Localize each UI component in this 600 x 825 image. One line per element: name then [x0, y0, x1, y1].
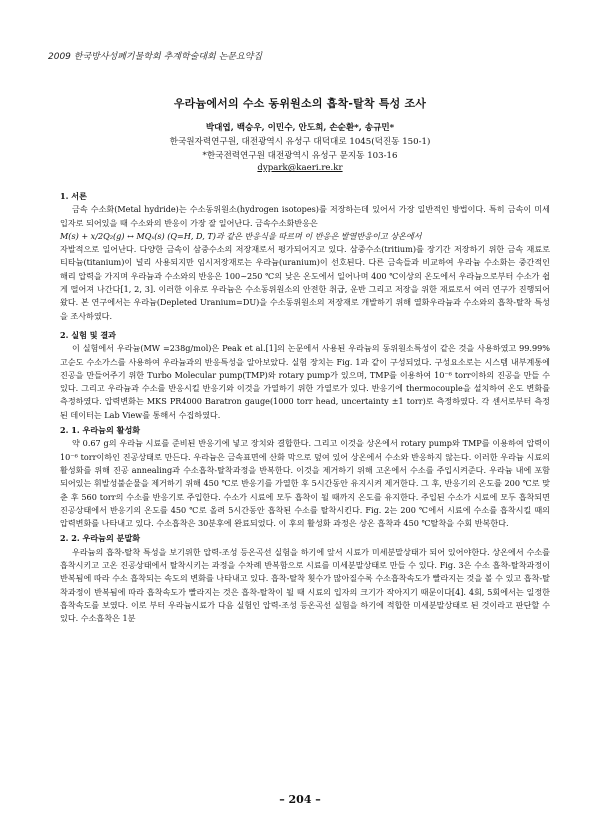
paper-title: 우라늄에서의 수소 동위원소의 흡착-탈착 특성 조사 — [173, 97, 427, 110]
contact-email[interactable]: dypark@kaeri.re.kr — [257, 163, 343, 173]
affiliation-2: *한국전력연구원 대전광역시 유성구 문지동 103-16 — [202, 151, 398, 161]
section-heading-activation: 2. 1. 우라늄의 활성화 — [60, 425, 141, 436]
affiliation-1: 한국원자력연구원, 대전광역시 유성구 대덕대로 1045(덕진동 150-1) — [169, 137, 431, 147]
intro-equation-line: M(s) + x/2Q₂(g) ↔ MQₓ(s) (Q=H, D, T)과 같은 반응식을 따르며 이 반응은 발열반응이고 상온에서 — [60, 230, 422, 241]
section-heading-experiment: 2. 실험 및 결과 — [60, 329, 116, 340]
running-header: 2009 한국방사성폐기물학회 추계학술대회 논문요약집 — [48, 52, 263, 62]
section-heading-pulverization: 2. 2. 우라늄의 분말화 — [60, 533, 141, 544]
author-list: 박대엽, 백승우, 이민수, 안도희, 손순환*, 송규민* — [205, 123, 395, 133]
paper-body — [60, 188, 550, 626]
intro-paragraph-2: 자발적으로 일어난다. 다양한 금속이 삼중수소의 저장재로서 평가되어지고 있다. 삼중수소(tritium)를 장기간 저장하기 위한 금속 재료로 티타늄(titanium)이 널리 사용되지만 임시저장재로는 우라늄(uranium)이 선호된다. 다른 금속들과 비교하여 우라늄 수소화는 중간적인 해리 압력을 가지며 우라늄과 수소와의 반응은 100~250 ℃의 낮은 온도에서 일어나며 400 ℃이상의 온도에서 우라늄으로부터 수소가 쉽게 떨어져 나간다[1, 2, 3]. 이러한 이유로 우라늄은 수소동위원소의 안전한 취급, 운반 그리고 저장을 위한 재료로서 여러 연구가 진행되어 왔다. 본 연구에서는 우라늄(Depleted Uranium=DU)을 수소동위원소의 저장재로 개발하기 위해 열화우라늄과 수소와의 흡착-탈착 특성을 조사하였다. — [60, 244, 550, 321]
activation-paragraph: 약 0.67 g의 우라늄 시료를 준비된 반응기에 넣고 장치와 결합한다. 그리고 이것을 상온에서 rotary pump와 TMP를 이용하여 압력이 10⁻⁶ torr이하인 진공상태로 만든다. 우라늄은 금속표면에 산화 막으로 덮여 있어 상온에서 수소와 반응하지 않는다. 이러한 우라늄 시료의 활성화를 위해 진공 annealing과 수소흡착-탈착과정을 반복한다. 이것을 제거하기 위해 고온에서 수소를 주입시켜준다. 우라늄 내에 포함되어있는 휘발성불순물을 제거하기 위해 450 ℃로 반응기를 가열한 후 5시간동안 유지시켜 제거한다. 그 후, 반응기의 온도를 200 ℃로 맞춘 후 560 torr의 수소를 반응기로 주입한다. 수소가 시료에 모두 흡착이 될 때까지 온도를 유지한다. 주입된 수소가 시료에 모두 흡착되면 진공상태에서 반응기의 온도를 450 ℃로 올려 5시간동안 흡착된 수소를 탈착시킨다. Fig. 2는 200 ℃에서 시료에 수소를 흡착시킬 때의 압력변화를 나타내고 있다. 수소흡착은 30분후에 완료되었다. 이 후의 활성화 과정은 상온 흡착과 450 ℃탈착을 수회 반복한다. — [60, 438, 550, 529]
page-number: – 204 – — [279, 793, 321, 806]
intro-paragraph-1: 금속 수소화(Metal hydride)는 수소동위원소(hydrogen isotopes)를 저장하는데 있어서 가장 일반적인 방법이다. 특히 금속이 미세입자로 되어있을 때 수소와의 반응이 가장 잘 일어난다. 금속수소화반응은 — [60, 204, 550, 228]
section-heading-introduction: 1. 서론 — [60, 191, 87, 201]
pulverization-paragraph: 우라늄의 흡착-탈착 특성을 보기위한 압력-조성 등온곡선 실험을 하기에 앞서 시료가 미세분말상태가 되어 있어야한다. 상온에서 수소를 흡착시키고 고온 진공상태에서 탈착시키는 과정을 수차례 반복함으로 시료를 미세분말상태로 만들 수 있다. Fig. 3은 수소 흡착-탈착과정이 반복됨에 따라 수소 흡착되는 속도의 변화를 나타내고 있다. 흡착-탈착 횟수가 많아질수록 수소흡착속도가 빨라지는 것을 볼 수 있고 흡착-탈착과정이 반복됨에 따라 흡착속도가 빨라지는 것은 흡착-탈착이 될 때 시료의 입자의 크기가 작아지기 때문이다[4]. 4회, 5회에서는 일정한 흡착속도를 보였다. 이로 부터 우라늄시료가 다음 실험인 압력-조성 등온곡선 실험을 하기에 적합한 미세분말상태로 된 것이라고 판단할 수 있다. 수소흡착은 1분 — [60, 546, 550, 624]
experiment-paragraph: 이 실험에서 우라늄(MW =238g/mol)은 Peak et al.[1]의 논문에서 사용된 우라늄의 동위원소특성이 같은 것을 사용하였고 99.99% 고순도 수소가스를 사용하여 우라늄과의 반응특성을 알아보았다. 실험 장치는 Fig. 1과 같이 구성되었다. 구성요소로는 시스템 내부계통에 진공을 만들어주기 위한 Turbo Molecular pump(TMP)와 rotary pump가 있으며, TMP를 이용하여 10⁻⁶ torr이하의 진공을 만들 수 있다. 그리고 우라늄과 수소를 반응시킬 반응기와 이것을 가열하기 위한 가열로가 있다. 반응기에 thermocouple을 설치하여 온도 변화를 측정하였다. 압력변화는 MKS PR4000 Baratron gauge(1000 torr head, uncertainty ±1 torr)로 측정하였다. 각 센서로부터 측정된 데이터는 Lab View를 통해서 수집하였다. — [60, 343, 550, 420]
